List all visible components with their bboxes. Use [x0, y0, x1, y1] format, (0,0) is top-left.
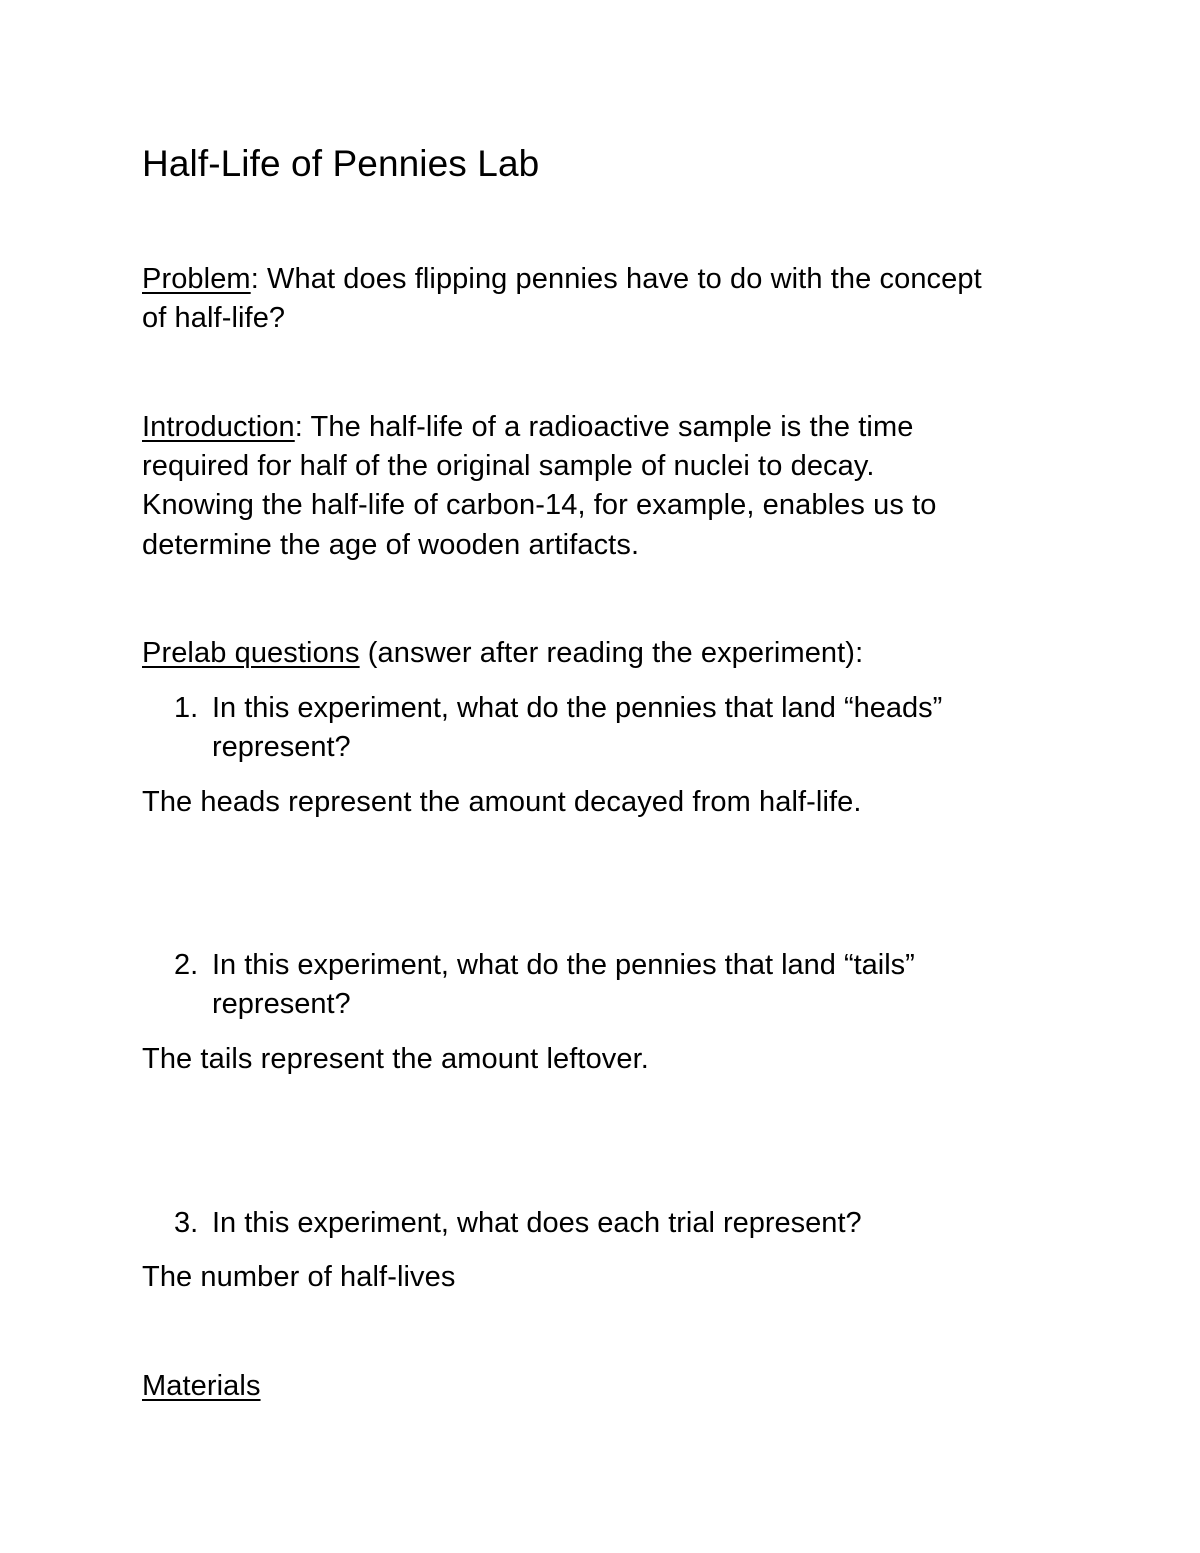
question-3-line-1: In this experiment, what does each trial represent?: [212, 1207, 862, 1239]
question-2-line-1: In this experiment, what do the pennies that land “tails”: [212, 949, 915, 981]
introduction-text-line-2: required for half of the original sample of nuclei to decay.: [142, 450, 875, 482]
problem-separator: :: [250, 263, 259, 295]
problem-text-line-1: What does flipping pennies have to do with the concept: [258, 263, 982, 295]
question-1-number: 1.: [174, 692, 199, 724]
answer-3: The number of half-lives: [142, 1261, 456, 1293]
question-3-number: 3.: [174, 1207, 199, 1239]
document-title: Half-Life of Pennies Lab: [142, 143, 540, 184]
question-1-line-1: In this experiment, what do the pennies that land “heads”: [212, 692, 943, 724]
answer-1: The heads represent the amount decayed from half-life.: [142, 786, 862, 818]
introduction-paragraph: [142, 407, 913, 447]
introduction-text-line-4: determine the age of wooden artifacts.: [142, 529, 640, 561]
question-1-line-2: represent?: [212, 731, 351, 763]
problem-paragraph: [142, 259, 982, 299]
question-2-number: 2.: [174, 949, 199, 981]
introduction-separator: :: [294, 411, 303, 443]
prelab-heading-line: [142, 633, 863, 673]
materials-heading: Materials: [142, 1370, 261, 1402]
materials-heading-line: [142, 1366, 261, 1406]
introduction-text-line-1: The half-life of a radioactive sample is the time: [302, 411, 914, 443]
problem-text-line-2: of half-life?: [142, 302, 286, 334]
problem-heading: Problem: [142, 263, 251, 295]
introduction-heading: Introduction: [142, 411, 295, 443]
prelab-heading: Prelab questions: [142, 637, 360, 669]
question-2-line-2: represent?: [212, 988, 351, 1020]
answer-2: The tails represent the amount leftover.: [142, 1043, 649, 1075]
introduction-text-line-3: Knowing the half-life of carbon-14, for example, enables us to: [142, 489, 937, 521]
prelab-note: (answer after reading the experiment):: [359, 637, 864, 669]
